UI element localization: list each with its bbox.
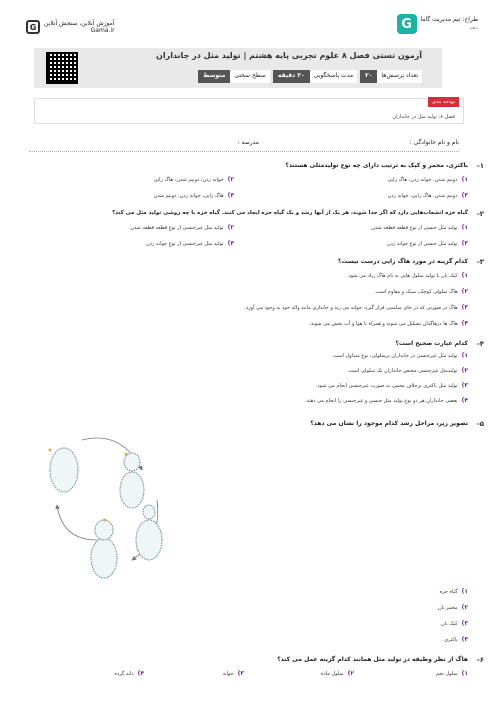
q1-option-1[interactable]: ۱) دوبیم شدن، جوانه زدن، هاگ زایی	[387, 176, 468, 183]
q5-option-1[interactable]: ۱) گیاه خزه	[439, 588, 468, 595]
q6-option-3[interactable]: ۳) جوانه	[222, 670, 244, 677]
q5-option-4[interactable]: ۴) باکتری	[444, 636, 468, 643]
q3-option-2[interactable]: ۲) هاگ سلولی کوچک، سبک و مقاوم است.	[374, 288, 468, 295]
budget-badge: بودجه بندی	[428, 97, 459, 107]
meta-duration: مدت پاسخگویی ۲۰ دقیقه	[273, 70, 357, 83]
budget-note	[34, 98, 464, 124]
meta-difficulty: سطح سختی متوسط	[198, 70, 270, 83]
q4-option-4[interactable]: ۴) بعضی جانداران هر دو نوع تولید مثل جنسی و غیرجنسی را انجام می دهند.	[304, 397, 468, 404]
q4-option-1[interactable]: ۱) تولید مثل غیرجنسی در جانداران پرسلولی، نوع متداول است.	[331, 352, 468, 359]
meta-questions: تعداد پرسش‌ها ۲۰	[360, 70, 422, 83]
name-label: نام و نام خانوادگی :	[409, 139, 459, 146]
school-label: مدرسه :	[237, 139, 259, 146]
q1-option-2[interactable]: ۲) جوانه زدن، دوبیم شدن، هاگ زایی	[153, 176, 234, 183]
brand-sub: دهم	[469, 25, 478, 31]
site-block[interactable]	[26, 20, 115, 34]
student-info-row	[29, 138, 459, 152]
brand-block	[397, 14, 478, 34]
q3-option-3[interactable]: ۳) هاگ در صورتی که در جای مناسبی قرار گیرد، جوانه می زند و جانداری مانند والد خود به وجود می آورد.	[244, 304, 468, 311]
q2-option-2[interactable]: ۲) تولید مثل غیرجنسی از نوع قطعه قطعه شدن	[130, 224, 234, 231]
site-text	[44, 20, 115, 34]
q5-option-2[interactable]: ۲) مخمر نان	[437, 604, 468, 611]
q5-option-3[interactable]: ۳) کپک نان	[441, 620, 468, 627]
page-header	[0, 0, 496, 44]
q3-option-1[interactable]: ۱) کپک نان با تولید سلول هایی به نام هاگ زیاد می شود.	[347, 272, 468, 279]
yeast-budding-cycle-image	[42, 430, 172, 580]
brand-text	[421, 16, 478, 32]
gama-logo-icon: G	[397, 14, 417, 34]
budget-text: فصل ۸: تولید مثل در جانداران	[392, 114, 455, 120]
q2-option-4[interactable]: ۴) تولید مثل غیرجنسی از نوع جوانه زدن	[146, 240, 234, 247]
q2-option-1[interactable]: ۱) تولید مثل جنسی از نوع قطعه قطعه شدن	[371, 224, 468, 231]
q2-option-3[interactable]: ۳) تولید مثل جنسی از نوع جوانه زدن	[386, 240, 468, 247]
exam-meta	[198, 70, 422, 83]
exam-title: آزمون تستی فصل ۸ علوم تجربی پایه هشتم | تولید مثل در جانداران	[156, 51, 422, 60]
site-url[interactable]: Gama.ir	[90, 27, 115, 34]
site-title: آموزش آنلاین، سنجش آنلاین	[44, 20, 115, 27]
brand-title: طراح: تیم مدیریت گاما	[420, 16, 478, 23]
q6-option-1[interactable]: ۱) سلول تخم	[435, 670, 468, 677]
q4-option-2[interactable]: ۲) تولیدمثل غیرجنسی مختص جانداران تک سلولی است.	[347, 367, 468, 374]
gama-small-logo-icon: G	[26, 20, 40, 34]
q6-option-2[interactable]: ۲) سلول ماده	[320, 670, 354, 677]
q3-option-4[interactable]: ۴) هاگ ها درهاگدان تشکیل می شوند و همراه با هوا و آب پخش می شوند.	[309, 320, 468, 327]
q4-option-3[interactable]: ۳) تولید مثل باکتری برخلاف مخمر، به صورت غیرجنسی انجام می شود.	[315, 382, 468, 389]
q6-option-4[interactable]: ۴) دانه گرده	[114, 670, 144, 677]
q1-option-4[interactable]: ۴) هاگ زایی، جوانه زدن، دوبیم شدن	[153, 192, 234, 199]
qr-code-icon	[46, 52, 78, 84]
q1-option-3[interactable]: ۳) دوبیم شدن، هاگ زایی، جوانه زدن	[387, 192, 468, 199]
